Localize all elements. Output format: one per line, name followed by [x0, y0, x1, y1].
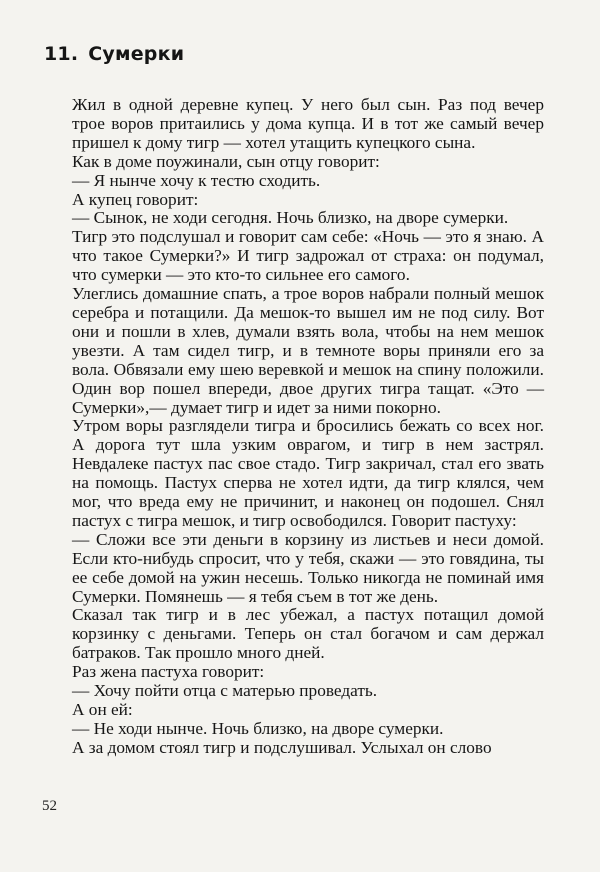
paragraph: — Не ходи нынче. Ночь близко, на дворе сумерки.: [72, 718, 444, 738]
paragraph: — Сынок, не ходи сегодня. Ночь близко, на дворе сумерки.: [72, 208, 509, 228]
paragraph: Жил в одной деревне купец. У него был сын. Раз под вечер трое воров притаились у дома купца. И в тот же самый вечер пришел к дому тигр — хотел утащить купецкого сына.: [72, 95, 544, 152]
paragraph: — Я нынче хочу к тестю сходить.: [72, 170, 321, 190]
paragraph: А он ей:: [72, 700, 133, 719]
paragraph: Тигр это подслушал и говорит сам себе: «Ночь — это я знаю. А что такое Сумерки?» И тигр задрожал от страха: он подумал, что сумерки — это кто-то сильнее его самого.: [72, 227, 544, 285]
page-number: 52: [42, 798, 57, 814]
paragraph: А купец говорит:: [72, 189, 199, 209]
paragraph: Утром воры разглядели тигра и бросились бежать со всех ног. А дорога тут шла узким оврагом, и тигр в нем застрял. Невдалеке пастух пас свое стадо. Тигр закричал, стал его звать на помощь. Пастух сперва не хотел идти, да тигр клялся, чем мог, что вреда ему не причинит, и наконец он подошел. Снял пастух с тигра мешок, и тигр освободился. Говорит пастуху:: [72, 416, 544, 530]
section-heading: [44, 43, 184, 65]
paragraph: Улеглись домашние спать, а трое воров набрали полный мешок серебра и потащили. Да мешок-то вышел им не под силу. Вот они и пошли в хлев, думали взять вола, чтобы на нем мешок увезти. А там сидел тигр, и в темноте воры приняли его за вола. Обвязали ему шею веревкой и мешок на спину положили. Один вор пошел впереди, двое других тигра тащат. «Это — Сумерки»,— думает тигр и идет за ними покорно.: [72, 284, 544, 417]
section-title: Сумерки: [88, 43, 185, 65]
section-number: 11.: [44, 43, 79, 65]
story-text: [72, 96, 544, 758]
paragraph: А за домом стоял тигр и подслушивал. Услыхал он слово: [72, 737, 492, 757]
paragraph: — Сложи все эти деньги в корзину из листьев и неси домой. Если кто-нибудь спросит, что у тебя, скажи — это говядина, ты ее себе домой на ужин несешь. Только никогда не поминай имя Сумерки. Помянешь — я тебя съем в тот же день.: [72, 529, 544, 606]
paragraph: Как в доме поужинали, сын отцу говорит:: [72, 151, 380, 171]
paragraph: Раз жена пастуха говорит:: [72, 662, 265, 682]
paragraph: Сказал так тигр и в лес убежал, а пастух потащил домой корзинку с деньгами. Теперь он стал богачом и сам держал батраков. Так прошло много дней.: [72, 605, 544, 663]
paragraph: — Хочу пойти отца с матерью проведать.: [72, 681, 378, 701]
